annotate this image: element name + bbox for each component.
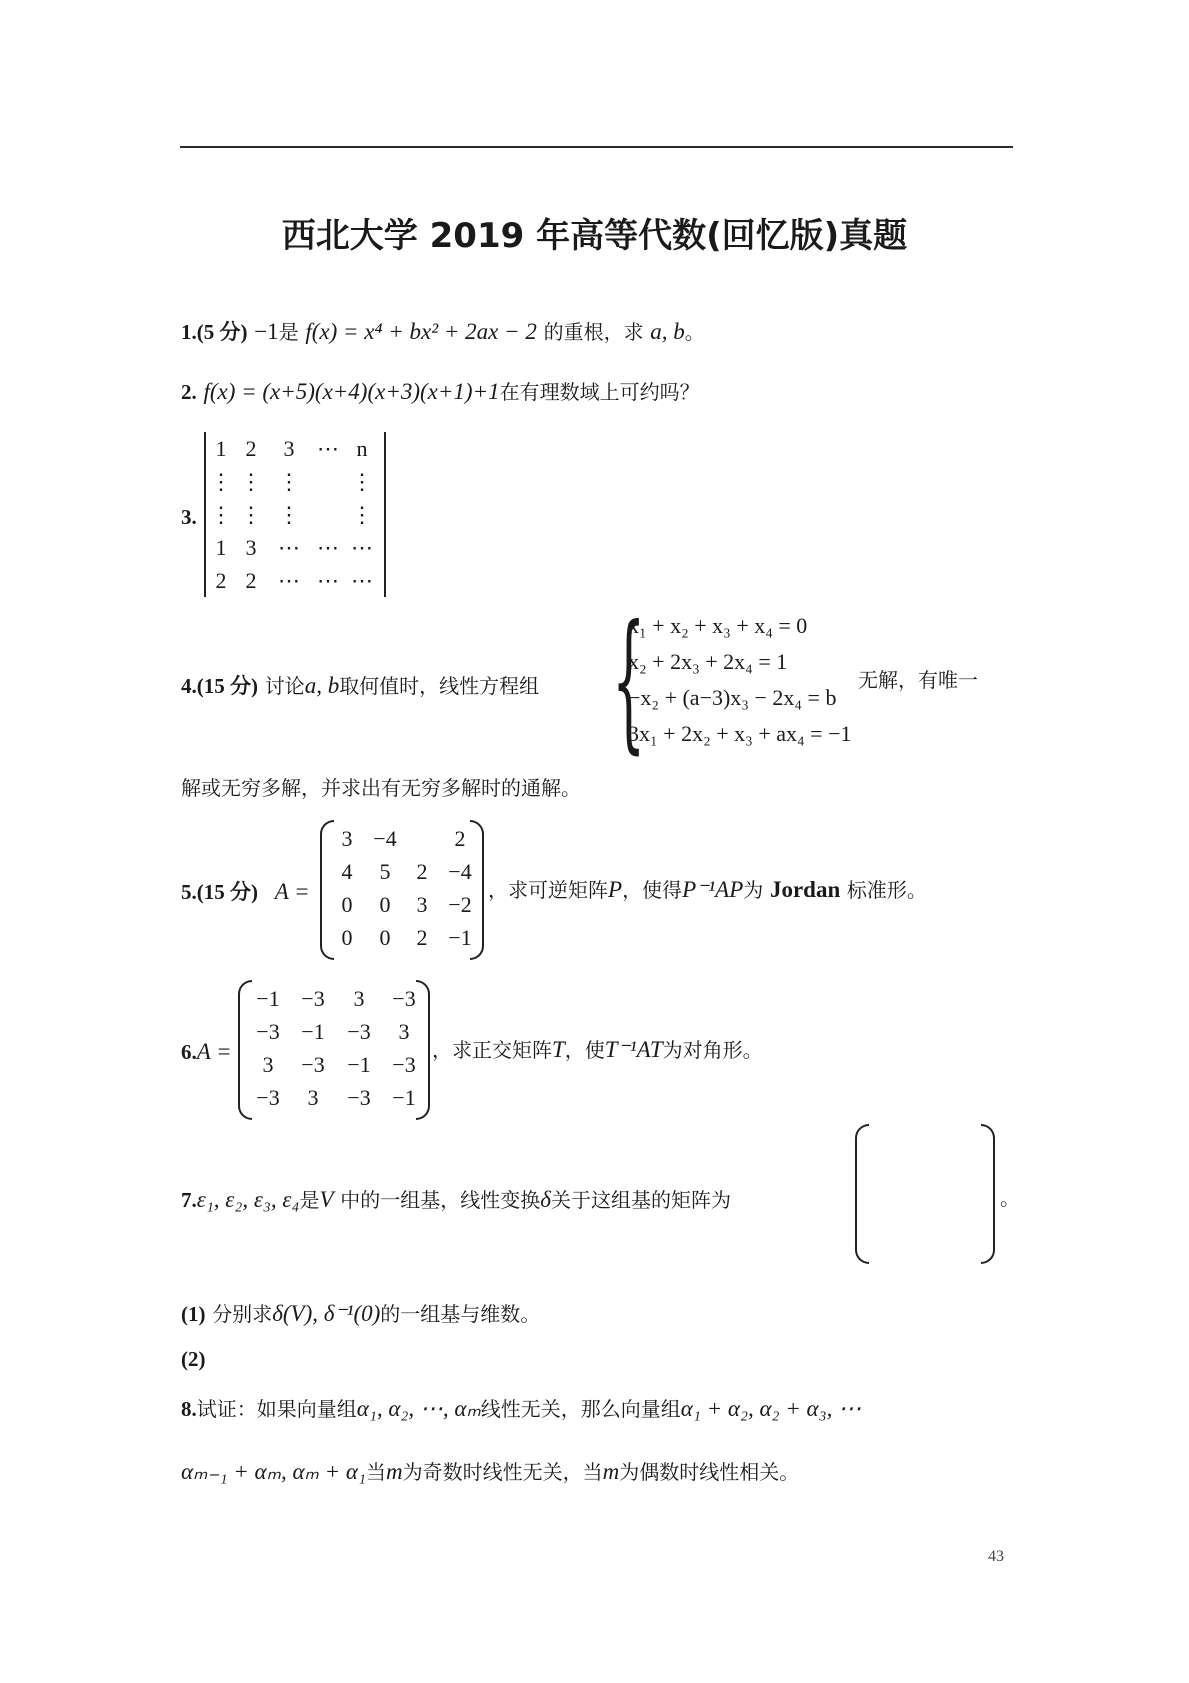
question-3-determinant	[204, 432, 386, 597]
matrix-cell: −3	[256, 1085, 280, 1110]
expression: δ(V), δ⁻¹(0)	[272, 1301, 381, 1326]
equation-system	[628, 608, 851, 752]
matrix-cell: ⋯	[317, 568, 339, 593]
matrix-cell: −3	[392, 1052, 416, 1077]
transform-delta: δ	[540, 1187, 551, 1212]
text: 的一组基与维数。	[380, 1302, 541, 1326]
expression: P⁻¹AP	[682, 877, 744, 902]
matrix-cell	[308, 465, 348, 498]
matrix-cell: ⋯	[317, 436, 339, 461]
vector-group: α₁ + α₂, α₂ + α₃, ⋯	[680, 1396, 862, 1421]
left-paren	[855, 1124, 869, 1264]
unknowns: a, b	[650, 319, 685, 344]
variable-m: m	[385, 1459, 403, 1484]
matrix-a-orthogonal	[238, 980, 430, 1120]
equation: 3x₁ + 2x₂ + x₃ + ax₄ = −1	[628, 721, 852, 746]
question-3-number-wrap	[181, 505, 197, 530]
equation: −x₂ + (a−3)x₃ − 2x₄ = b	[628, 685, 837, 710]
matrix-cell: 0	[341, 925, 353, 950]
question-4	[181, 672, 539, 700]
text: 解或无穷多解，并求出有无穷多解时的通解。	[181, 776, 581, 800]
text: 为偶数时线性相关。	[619, 1460, 800, 1484]
question-8	[181, 1395, 861, 1423]
matrix-cell: 3	[262, 1052, 274, 1077]
text: ，求正交矩阵	[432, 1038, 552, 1062]
matrix-cell: 3	[416, 892, 428, 917]
text: 标准形。	[846, 878, 927, 902]
matrix-t: T	[552, 1037, 565, 1062]
matrix-cell: 0	[341, 892, 353, 917]
text: ，使得	[622, 878, 683, 902]
jordan-label: Jordan	[769, 877, 841, 902]
matrix-cell: 2	[215, 568, 227, 593]
system-brace: {	[612, 594, 646, 768]
text: 是	[299, 1188, 320, 1212]
right-paren	[981, 1124, 995, 1264]
matrix-cell: −3	[301, 1052, 325, 1077]
matrix-cell: 2	[245, 436, 257, 461]
left-paren	[238, 980, 252, 1120]
matrix-cell: −1	[301, 1019, 325, 1044]
matrix-label: A =	[196, 1039, 232, 1064]
text: 。	[1000, 1186, 1020, 1210]
matrix-cell	[404, 822, 440, 855]
question-4-tail	[858, 668, 978, 693]
matrix-cell: ⋮	[278, 469, 300, 494]
matrix-cell: n	[356, 436, 368, 461]
question-7-part-1	[181, 1300, 540, 1328]
matrix-cell: −3	[256, 1019, 280, 1044]
matrix-cell: −1	[448, 925, 472, 950]
text: 分别求	[212, 1302, 273, 1326]
text: 为对角形。	[662, 1038, 763, 1062]
matrix-cell: −3	[347, 1019, 371, 1044]
question-6	[181, 1038, 232, 1066]
question-4-continuation	[181, 776, 581, 801]
question-5-text	[488, 876, 927, 904]
matrix-grid	[328, 822, 484, 954]
text: 讨论	[264, 674, 305, 698]
matrix-cell: ⋯	[351, 568, 373, 593]
text: 取何值时，线性方程组	[339, 674, 540, 698]
question-6-text	[432, 1036, 763, 1064]
vector-group: αₘ₋₁ + αₘ, αₘ + α₁	[181, 1459, 366, 1484]
matrix-cell: ⋮	[351, 502, 373, 527]
matrix-cell: 0	[379, 925, 391, 950]
matrix-cell: 1	[215, 436, 227, 461]
question-number: 1.(5 分)	[181, 320, 248, 344]
matrix-cell: ⋯	[278, 535, 300, 560]
equation: x₁ + x₂ + x₃ + x₄ = 0	[628, 613, 808, 638]
parameters: a, b	[304, 673, 340, 698]
matrix-cell: −4	[373, 826, 397, 851]
matrix-cell: 3	[307, 1085, 319, 1110]
matrix-cell: 3	[353, 986, 365, 1011]
determinant-grid	[210, 432, 380, 597]
matrix-cell: −3	[301, 986, 325, 1011]
matrix-cell: ⋮	[351, 469, 373, 494]
matrix-cell: 4	[341, 859, 353, 884]
matrix-cell: −1	[256, 986, 280, 1011]
question-7-end	[1000, 1186, 1020, 1211]
question-number: 3.	[181, 505, 197, 529]
matrix-cell: ⋮	[210, 502, 232, 527]
text: 线性无关，那么向量组	[480, 1397, 681, 1421]
matrix-cell: ⋯	[351, 535, 373, 560]
page-title: 西北大学 2019 年高等代数(回忆版)真题	[281, 216, 908, 256]
vector-group: α₁, α₂, ⋯, αₘ	[356, 1396, 481, 1421]
text: 当	[365, 1460, 386, 1484]
space-v: V	[319, 1187, 334, 1212]
text: 中的一组基，线性变换	[340, 1188, 541, 1212]
question-number: 6.	[181, 1040, 197, 1064]
header-rule	[180, 146, 1013, 148]
matrix-cell	[308, 498, 348, 531]
matrix-cell: 5	[379, 859, 391, 884]
right-paren	[470, 820, 484, 960]
matrix-cell: −1	[347, 1052, 371, 1077]
basis: ε₁, ε₂, ε₃, ε₄	[196, 1187, 300, 1212]
matrix-cell: 2	[245, 568, 257, 593]
matrix-cell: −3	[392, 986, 416, 1011]
matrix-cell: 3	[283, 436, 295, 461]
question-number: 4.(15 分)	[181, 674, 258, 698]
text: 。	[684, 320, 705, 344]
matrix-cell: 3	[398, 1019, 410, 1044]
matrix-cell: −4	[448, 859, 472, 884]
matrix-cell: ⋯	[317, 535, 339, 560]
matrix-cell: 3	[341, 826, 353, 851]
question-7-part-2	[181, 1347, 206, 1372]
subquestion-number: (2)	[181, 1347, 206, 1371]
matrix-label: A =	[274, 879, 310, 904]
left-paren	[320, 820, 334, 960]
text: 在有理数域上可约吗？	[499, 380, 700, 404]
text: 关于这组基的矩阵为	[550, 1188, 731, 1212]
equation: x₂ + 2x₃ + 2x₄ = 1	[628, 649, 788, 674]
polynomial: f(x) = (x+5)(x+4)(x+3)(x+1)+1	[203, 379, 500, 404]
matrix-cell: ⋮	[210, 469, 232, 494]
matrix-grid	[246, 982, 430, 1114]
matrix-a-jordan	[320, 820, 484, 960]
text: 无解，有唯一	[858, 668, 978, 692]
matrix-cell: 1	[215, 535, 227, 560]
question-2	[181, 378, 700, 406]
empty-matrix	[855, 1124, 995, 1264]
matrix-cell: −2	[448, 892, 472, 917]
text: 为	[743, 878, 764, 902]
matrix-cell: 0	[379, 892, 391, 917]
matrix-cell: 2	[416, 859, 428, 884]
question-7	[181, 1186, 731, 1214]
variable-m: m	[602, 1459, 620, 1484]
matrix-cell: −3	[347, 1085, 371, 1110]
subquestion-number: (1)	[181, 1302, 206, 1326]
question-number: 5.(15 分)	[181, 880, 258, 904]
matrix-cell: −1	[392, 1085, 416, 1110]
matrix-cell: ⋯	[278, 568, 300, 593]
page-number: 43	[988, 1548, 1004, 1565]
question-number: 2.	[181, 380, 197, 404]
expression: T⁻¹AT	[604, 1037, 663, 1062]
matrix-cell: 3	[245, 535, 257, 560]
text: ，求可逆矩阵	[488, 878, 608, 902]
matrix-cell: ⋮	[278, 502, 300, 527]
matrix-p: P	[608, 877, 623, 902]
question-8-continuation	[181, 1458, 799, 1486]
matrix-cell: 2	[454, 826, 466, 851]
text: 试证：如果向量组	[196, 1397, 357, 1421]
matrix-cell: 2	[416, 925, 428, 950]
question-number: 8.	[181, 1397, 197, 1421]
question-1	[181, 318, 705, 346]
question-number: 7.	[181, 1188, 197, 1212]
text: 为奇数时线性无关，当	[402, 1460, 603, 1484]
text: ，使	[564, 1038, 605, 1062]
right-paren	[416, 980, 430, 1120]
polynomial: f(x) = x⁴ + bx² + 2ax − 2	[305, 319, 537, 344]
root-value: −1	[254, 319, 279, 344]
text: 是	[278, 320, 299, 344]
text: 的重根，求	[543, 320, 644, 344]
matrix-cell: ⋮	[240, 469, 262, 494]
question-5	[181, 878, 310, 906]
matrix-cell: ⋮	[240, 502, 262, 527]
